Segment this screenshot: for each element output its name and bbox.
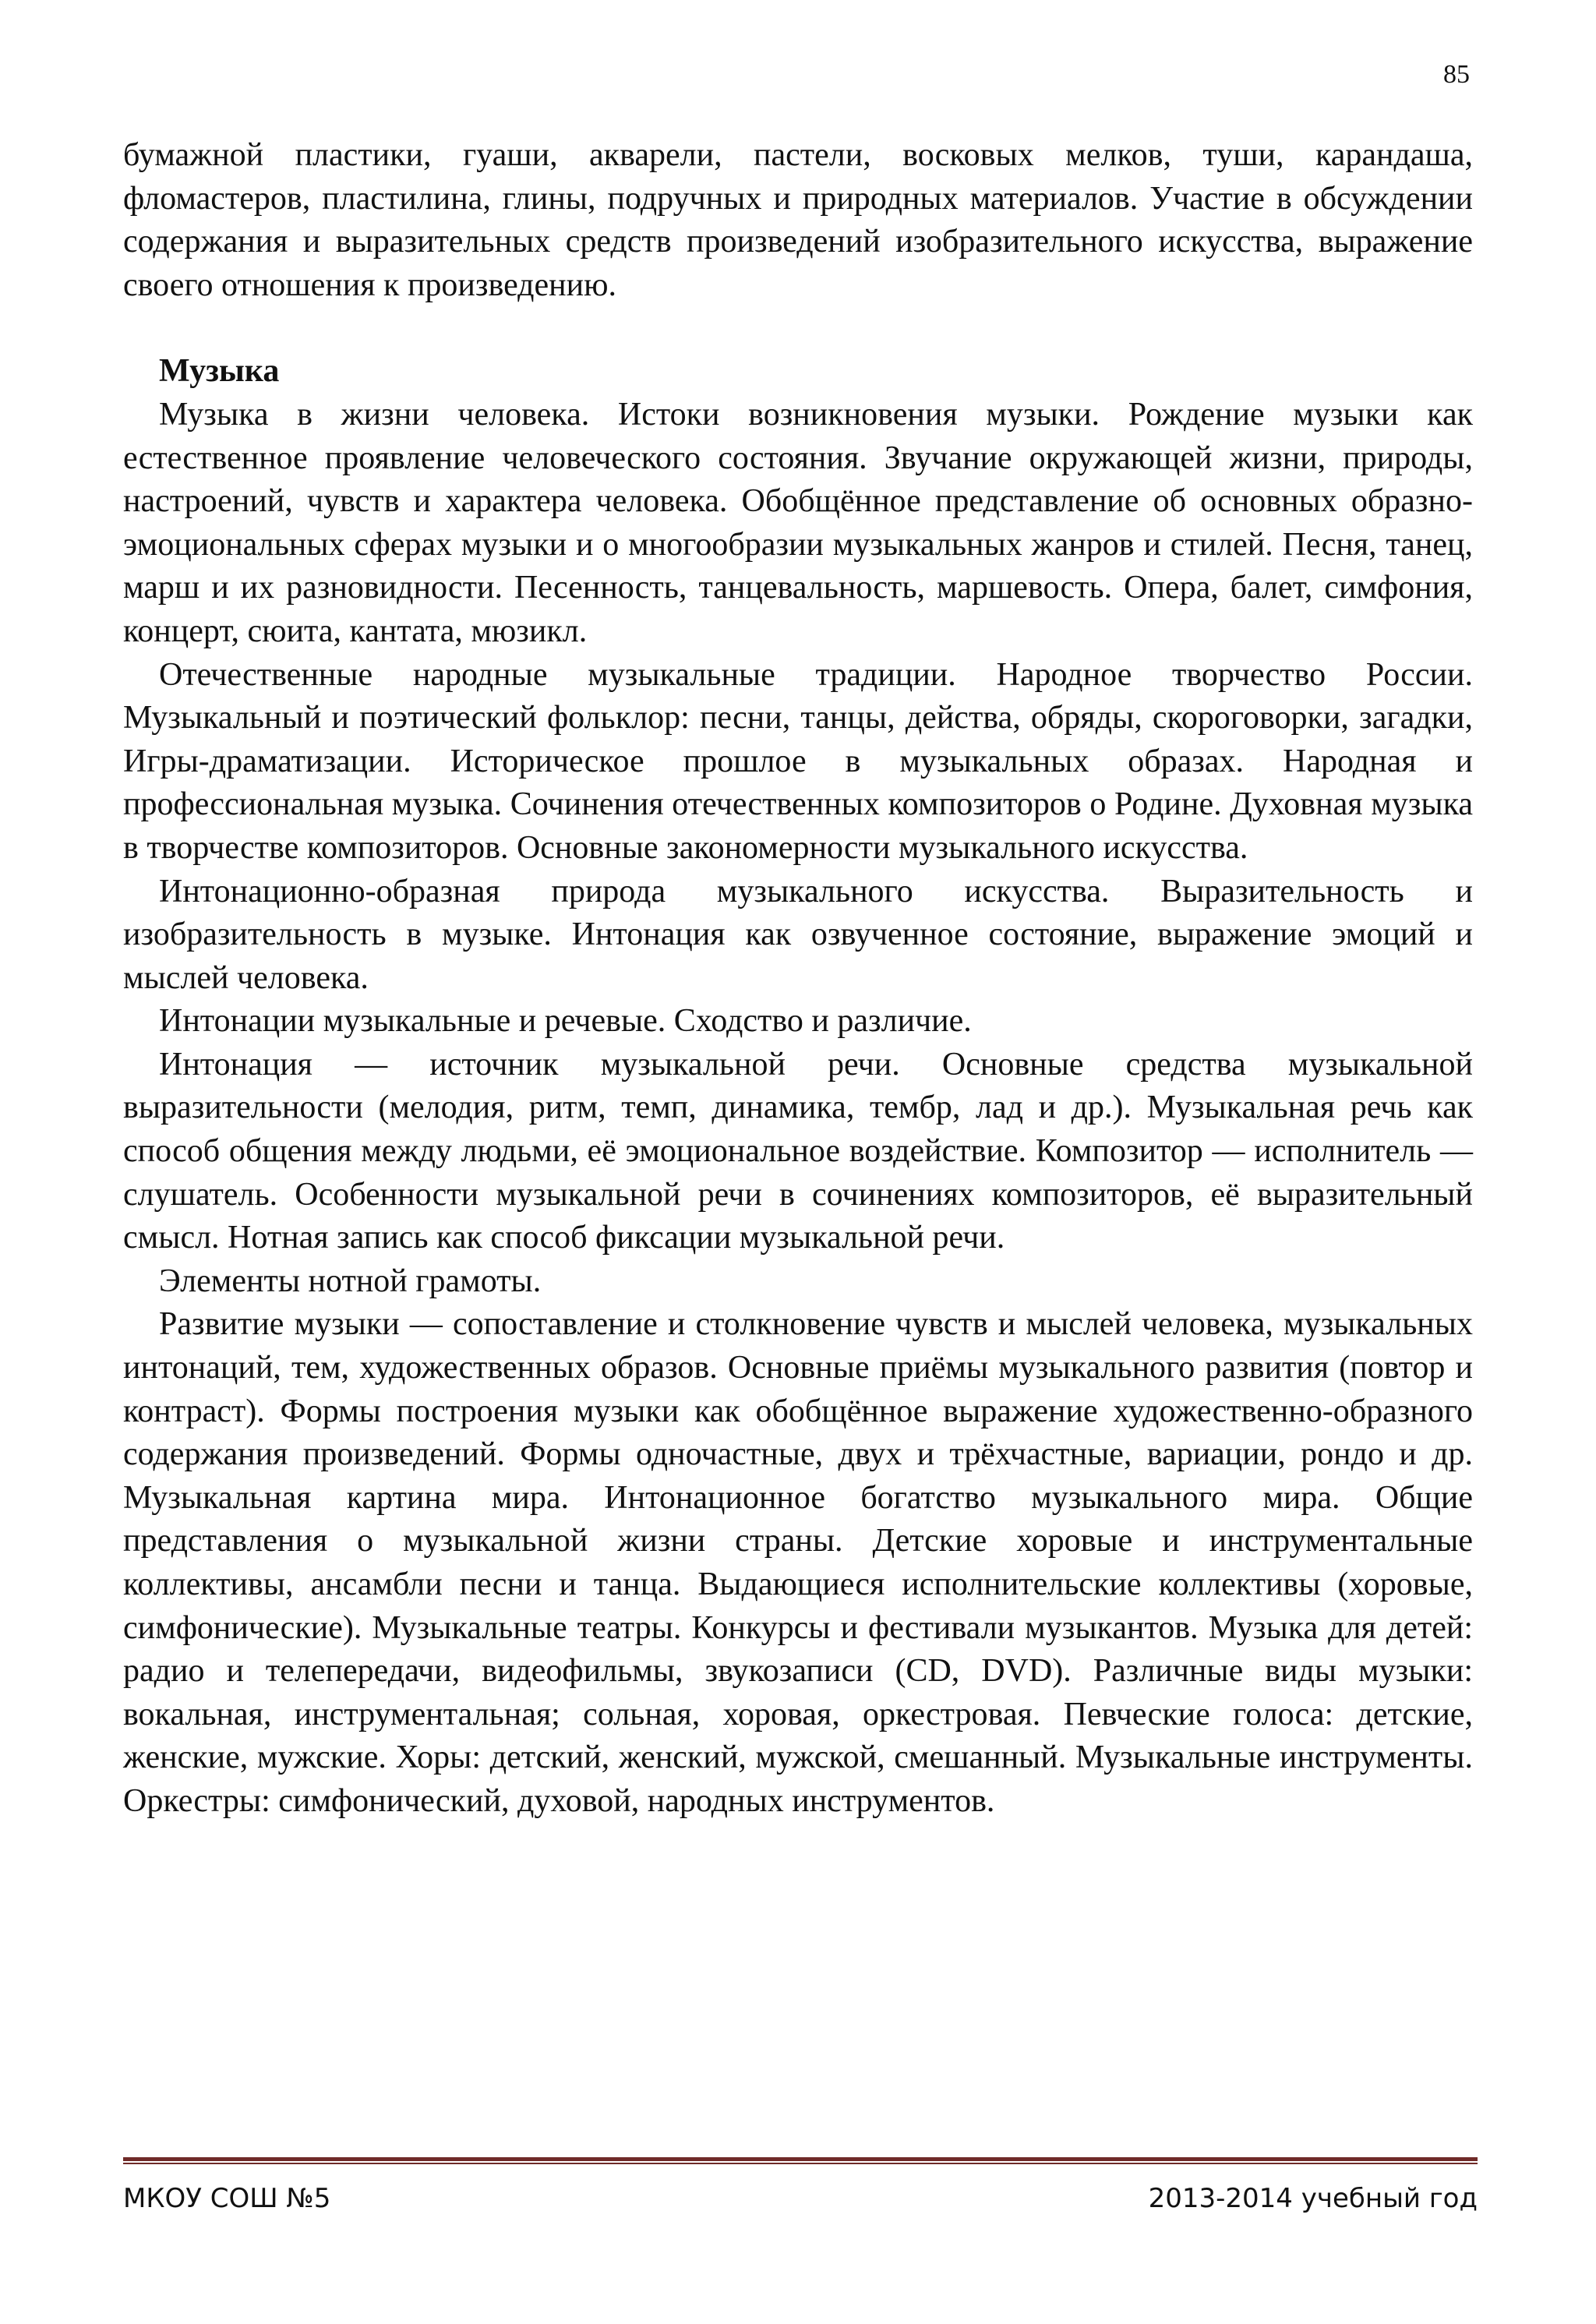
body-paragraph: Интонационно-образная природа музыкального искусства. Выразительность и изобразительность в музыке. Интонация как озвученное состояние, выражение эмоций и мыслей человека. (123, 873, 1473, 996)
body-paragraph: Интонации музыкальные и речевые. Сходство и различие. (159, 1003, 972, 1040)
footer-divider (123, 2157, 1478, 2164)
page-footer (123, 2182, 1478, 2215)
document-body (123, 134, 1473, 1824)
intro-paragraph: бумажной пластики, гуаши, акварели, пастели, восковых мелков, туши, карандаша, фломастеров, пластилина, глины, подручных и природных материалов. Участие в обсуждении содержания и выразительных средств произведений изобразительного искусства, выражение своего отношения к произведению. (123, 137, 1473, 303)
footer-school-year: 2013-2014 учебный год (1148, 2183, 1478, 2214)
body-paragraph: Элементы нотной грамоты. (159, 1263, 542, 1299)
body-paragraph: Отечественные народные музыкальные традиции. Народное творчество России. Музыкальный и поэтический фольклор: песни, танцы, действа, обряды, скороговорки, загадки, Игры-драматизации. Историческое прошлое в музыкальных образах. Народная и профессиональная музыка. Сочинения отечественных композиторов о Родине. Духовная музыка в творчестве композиторов. Основные закономерности музыкального искусства. (123, 656, 1473, 866)
footer-school-name: МКОУ СОШ №5 (123, 2183, 331, 2214)
page-number: 85 (1443, 60, 1470, 89)
section-heading: Музыка (159, 353, 280, 390)
body-paragraph: Музыка в жизни человека. Истоки возникновения музыки. Рождение музыки как естественное проявление человеческого состояния. Звучание окружающей жизни, природы, настроений, чувств и характера человека. Обобщённое представление об основных образно-эмоциональных сферах музыки и о многообразии музыкальных жанров и стилей. Песня, танец, марш и их разновидности. Песенность, танцевальность, маршевость. Опера, балет, симфония, концерт, сюита, кантата, мюзикл. (123, 396, 1473, 649)
body-paragraph: Интонация — источник музыкальной речи. Основные средства музыкальной выразительности (мелодия, ритм, темп, динамика, тембр, лад и др.). Музыкальная речь как способ общения между людьми, её эмоциональное воздействие. Композитор — исполнитель — слушатель. Особенности музыкальной речи в сочинениях композиторов, её выразительный смысл. Нотная запись как способ фиксации музыкальной речи. (123, 1046, 1473, 1256)
body-paragraph: Развитие музыки — сопоставление и столкновение чувств и мыслей человека, музыкальных интонаций, тем, художественных образов. Основные приёмы музыкального развития (повтор и контраст). Формы построения музыки как обобщённое выражение художественно-образного содержания произведений. Формы одночастные, двух и трёхчастные, вариации, рондо и др. Музыкальная картина мира. Интонационное богатство музыкального мира. Общие представления о музыкальной жизни страны. Детские хоровые и инструментальные коллективы, ансамбли песни и танца. Выдающиеся исполнительские коллективы (хоровые, симфонические). Музыкальные театры. Конкурсы и фестивали музыкантов. Музыка для детей: радио и телепередачи, видеофильмы, звукозаписи (CD, DVD). Различные виды музыки: вокальная, инструментальная; сольная, хоровая, оркестровая. Певческие голоса: детские, женские, мужские. Хоры: детский, женский, мужской, смешанный. Музыкальные инструменты. Оркестры: симфонический, духовой, народных инструментов. (123, 1306, 1473, 1819)
